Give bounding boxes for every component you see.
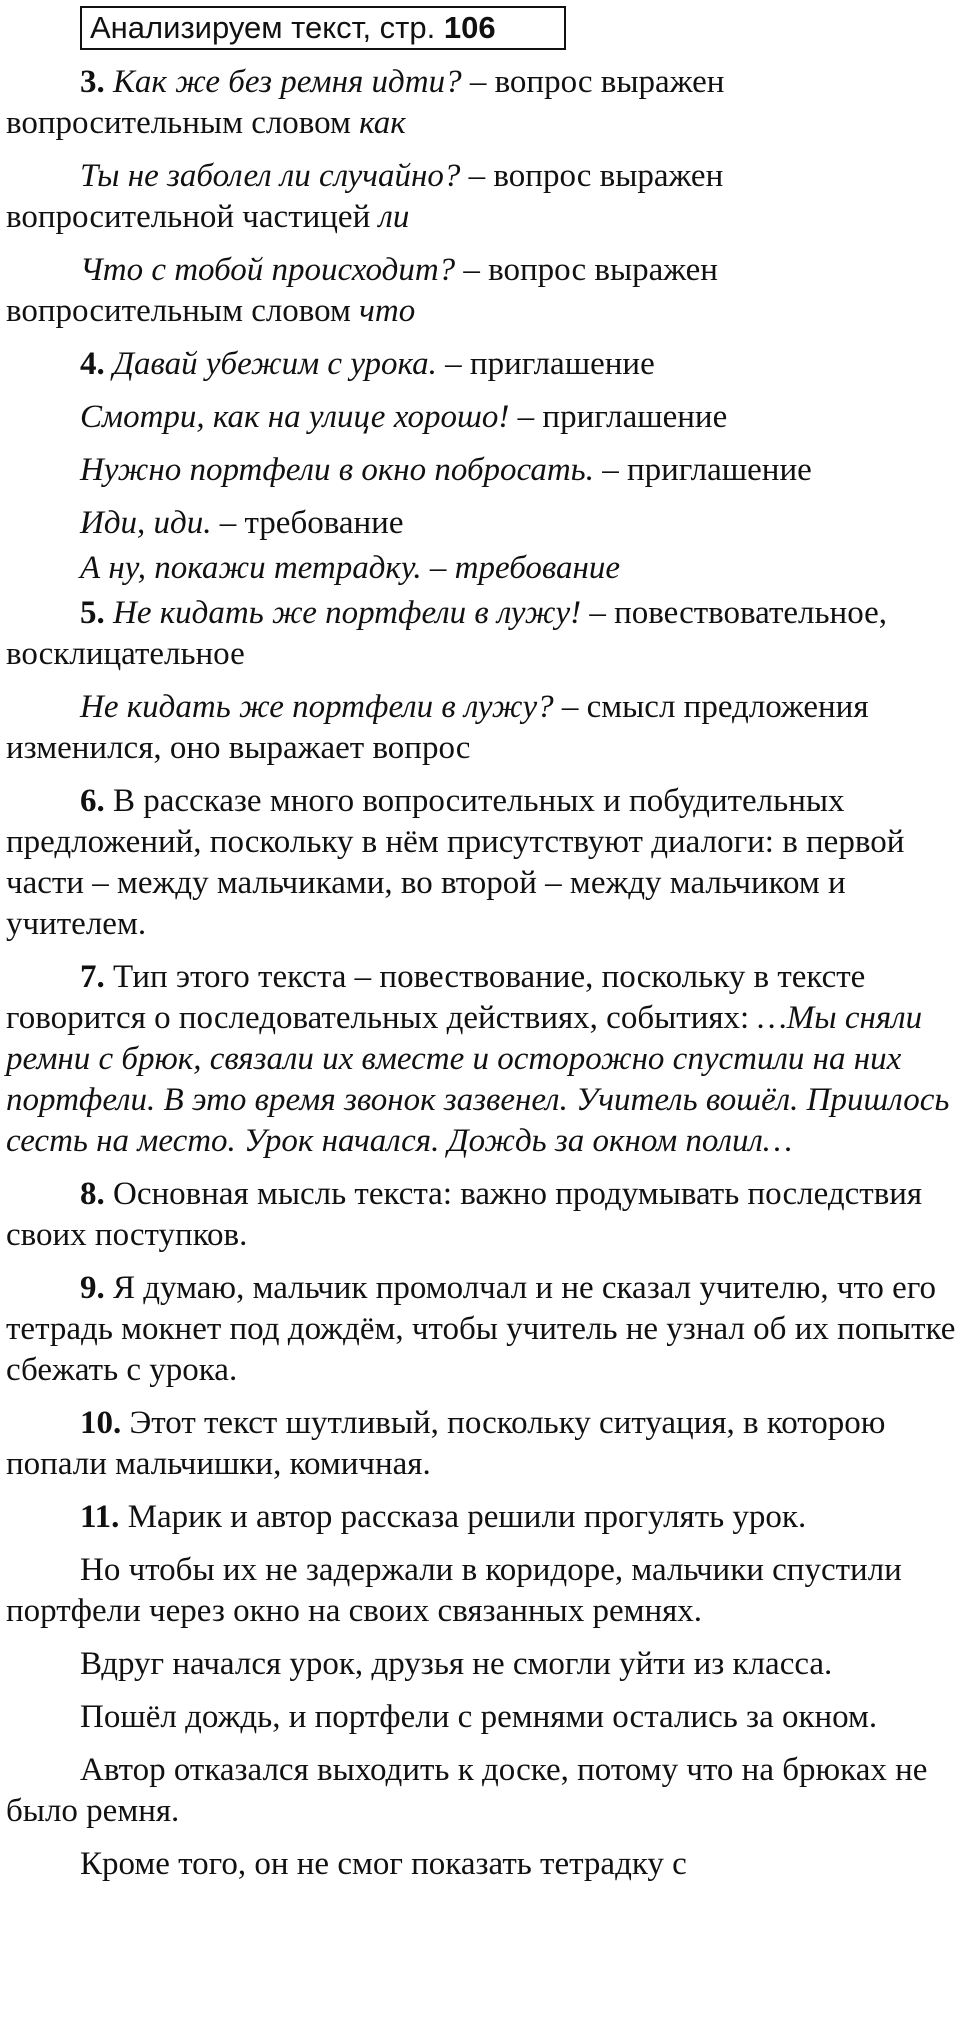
paragraph [6, 450, 956, 491]
quote: Иди, иди. [80, 505, 212, 541]
paragraph-text: Автор отказался выходить к доске, потому что на брюках не было ремня. [6, 1752, 928, 1829]
paragraph [6, 1550, 956, 1632]
paragraph [6, 957, 956, 1162]
paragraph [6, 250, 956, 332]
paragraph [6, 156, 956, 238]
paragraph-text: – приглашение [509, 399, 728, 435]
quote: Нужно портфели в окно побросать. [80, 452, 594, 488]
paragraph-text: – смысл предложения изменился, оно выражает вопрос [6, 689, 869, 766]
answers-content [6, 62, 956, 1897]
paragraph-text: Тип этого текста – повествование, поскольку в тексте говорится о последовательных действиях, событиях: [6, 959, 866, 1036]
paragraph [6, 1644, 956, 1685]
paragraph [6, 1750, 956, 1832]
paragraph [6, 548, 956, 589]
paragraph-text: Этот текст шутливый, поскольку ситуация, в которою попали мальчишки, комичная. [6, 1405, 886, 1482]
paragraph-text: Но чтобы их не задержали в коридоре, мальчики спустили портфели через окно на своих связанных ремнях. [6, 1552, 902, 1629]
quote-word: как [359, 105, 406, 141]
quote: Не кидать же портфели в лужу? [80, 689, 554, 725]
paragraph-text: Вдруг начался урок, друзья не смогли уйти из класса. [80, 1646, 833, 1682]
paragraph [6, 344, 956, 385]
quote: Не кидать же портфели в лужу! [113, 595, 582, 631]
paragraph-text: Пошёл дождь, и портфели с ремнями остались за окном. [80, 1699, 878, 1735]
paragraph-text: – приглашение [436, 346, 655, 382]
quote-word: ли [378, 199, 410, 235]
paragraph-text: Основная мысль текста: важно продумывать последствия своих поступков. [6, 1176, 923, 1253]
paragraph-text: – требование [211, 505, 404, 541]
item-number: 3. [80, 64, 105, 100]
quote: Смотри, как на улице хорошо! [80, 399, 510, 435]
paragraph [6, 397, 956, 438]
paragraph-text: – вопрос выражен вопросительным словом [6, 64, 725, 141]
paragraph-text: Я думаю, мальчик промолчал и не сказал учителю, что его тетрадь мокнет под дождём, чтобы учитель не узнал об их попытке сбежать с урока. [6, 1270, 956, 1388]
paragraph-text: – вопрос выражен вопросительной частицей [6, 158, 724, 235]
item-number: 10. [80, 1405, 122, 1441]
item-number: 5. [80, 595, 105, 631]
quote: Как же без ремня идти? [113, 64, 462, 100]
item-number: 8. [80, 1176, 105, 1212]
paragraph-text: – повествовательное, восклицательное [6, 595, 888, 672]
paragraph-text: – вопрос выражен вопросительным словом [6, 252, 718, 329]
paragraph [6, 1497, 956, 1538]
paragraph-text: Марик и автор рассказа решили прогулять урок. [119, 1499, 807, 1535]
paragraph-text: – приглашение [593, 452, 812, 488]
quote: А ну, покажи тетрадку. – требование [80, 550, 620, 586]
page-header-box [80, 6, 566, 50]
header-label: Анализируем текст, стр. [90, 10, 436, 45]
paragraph [6, 781, 956, 945]
item-number: 9. [80, 1270, 105, 1306]
paragraph-text: В рассказе много вопросительных и побудительных предложений, поскольку в нём присутствуют диалоги: в первой части – между мальчиками, во второй – между мальчиком и учителем. [6, 783, 905, 942]
item-number: 6. [80, 783, 105, 819]
paragraph [6, 593, 956, 675]
paragraph [6, 1697, 956, 1738]
paragraph-text: Кроме того, он не смог показать тетрадку с [80, 1846, 687, 1882]
paragraph [6, 1403, 956, 1485]
quote: Давай убежим с урока. [113, 346, 437, 382]
paragraph [6, 1844, 956, 1885]
paragraph [6, 503, 956, 544]
paragraph [6, 687, 956, 769]
header-page-number: 106 [443, 10, 496, 45]
paragraph [6, 62, 956, 144]
quote: Что с тобой происходит? [80, 252, 456, 288]
item-number: 7. [80, 959, 105, 995]
quote: …Мы сняли ремни с брюк, связали их вместе и осторожно спустили на них портфели. В это время звонок зазвенел. Учитель вошёл. Пришлось сесть на место. Урок начался. Дождь за окном полил… [6, 1000, 950, 1159]
item-number: 4. [80, 346, 105, 382]
quote: Ты не заболел ли случайно? [80, 158, 461, 194]
quote-word: что [359, 293, 416, 329]
item-number: 11. [80, 1499, 120, 1535]
paragraph [6, 1174, 956, 1256]
paragraph [6, 1268, 956, 1391]
